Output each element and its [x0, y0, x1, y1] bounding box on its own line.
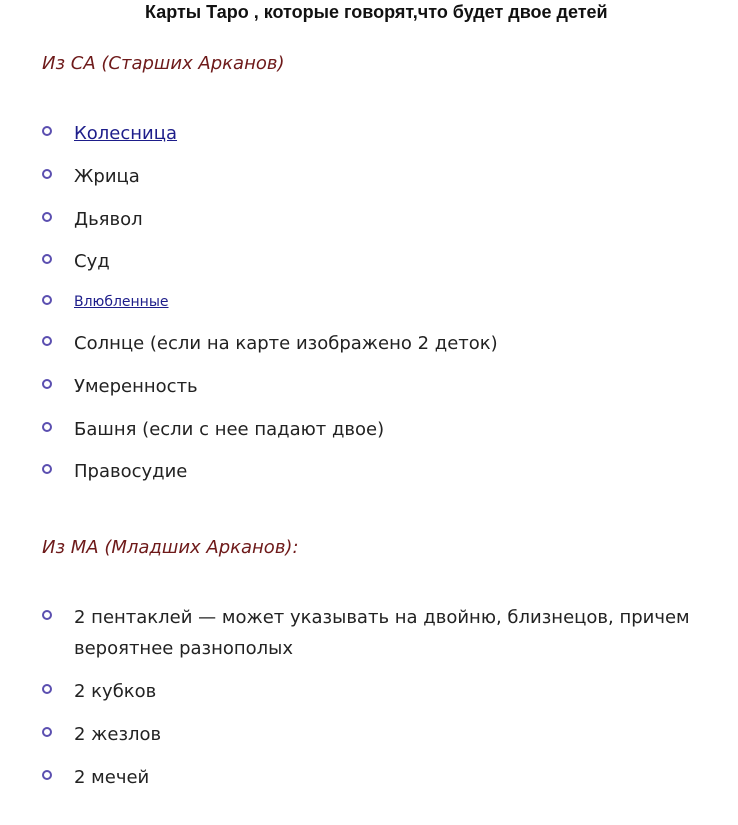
bullet-icon	[42, 254, 52, 264]
bullet-icon	[42, 379, 52, 389]
link-chariot[interactable]: Колесница	[74, 123, 178, 144]
list-item-text: Суд	[74, 251, 110, 272]
page-title: Карты Таро , которые говорят,что будет двое детей	[145, 2, 608, 22]
list-item-text: 2 кубков	[74, 681, 157, 702]
bullet-icon	[42, 336, 52, 346]
list-item-text: Солнце (если на карте изображено 2 деток)	[74, 333, 498, 354]
list-item-text: Башня (если с нее падают двое)	[74, 419, 385, 440]
list-item-text: Дьявол	[74, 209, 143, 230]
link-lovers[interactable]: Влюбленные	[74, 294, 169, 310]
list-item-text: Правосудие	[74, 461, 188, 482]
bullet-icon	[42, 169, 52, 179]
bullet-icon	[42, 610, 52, 620]
bullet-icon	[42, 684, 52, 694]
list-item-text: Жрица	[74, 166, 140, 187]
bullet-icon	[42, 126, 52, 136]
section-heading-major-arcana: Из СА (Старших Арканов)	[42, 53, 285, 74]
bullet-icon	[42, 422, 52, 432]
bullet-icon	[42, 295, 52, 305]
list-item-text: Умеренность	[74, 376, 198, 397]
bullet-icon	[42, 212, 52, 222]
list-item-text: 2 жезлов	[74, 724, 162, 745]
list-item-text: 2 мечей	[74, 767, 150, 788]
bullet-icon	[42, 770, 52, 780]
bullet-icon	[42, 727, 52, 737]
section-heading-minor-arcana: Из МА (Младших Арканов):	[42, 537, 299, 558]
bullet-icon	[42, 464, 52, 474]
list-item-text: 2 пентаклей — может указывать на двойню, близнецов, причем вероятнее разнополых	[74, 607, 690, 659]
